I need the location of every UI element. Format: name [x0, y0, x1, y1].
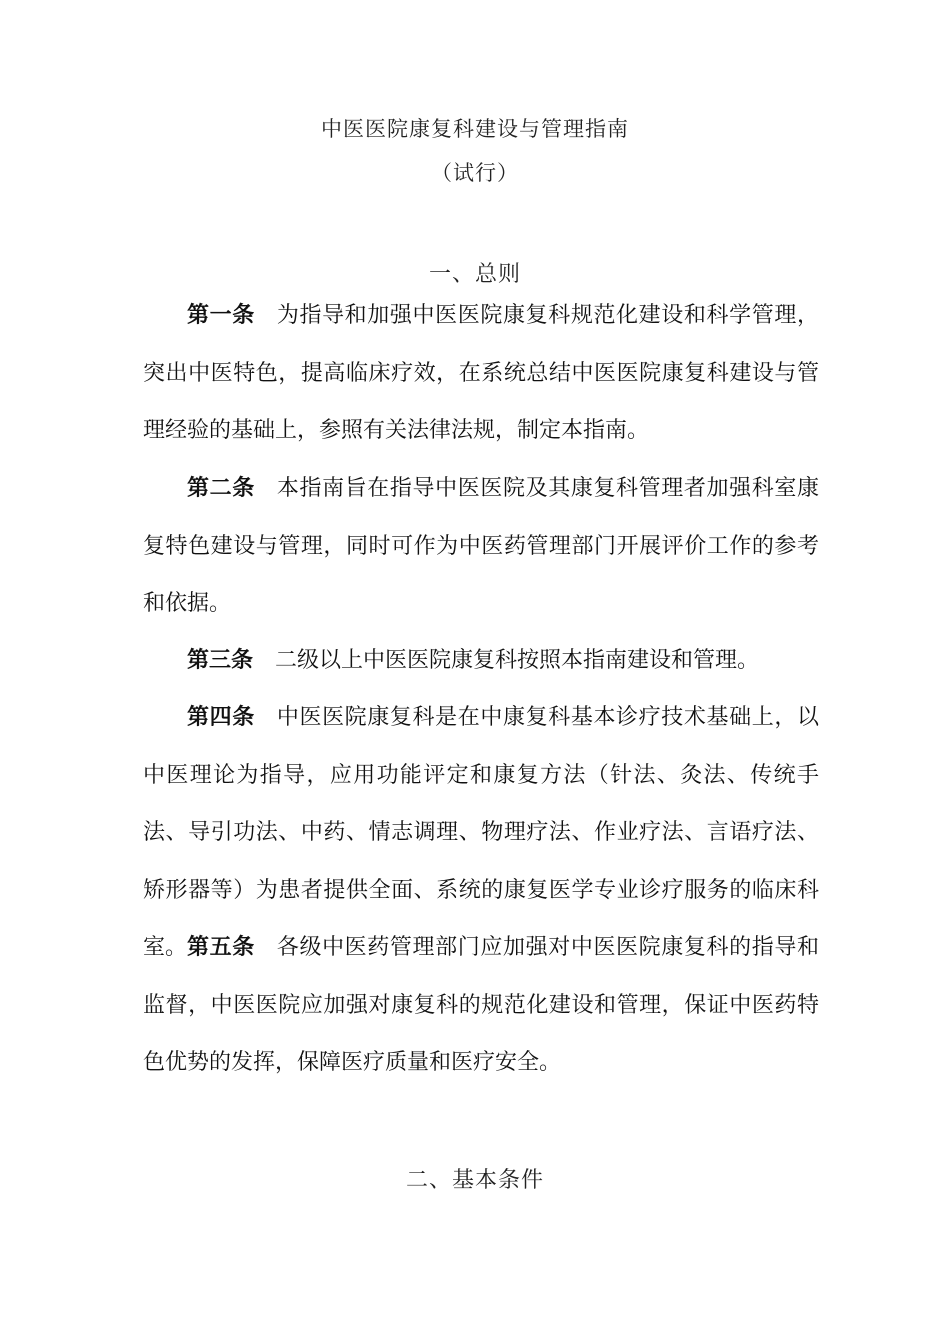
- article-text: 本指南旨在指导中医医院及其康复科管理者加强科室康复特色建设与管理，同时可作为中医药管理部门开展评价工作的参考和依据。: [143, 476, 819, 616]
- article-1: [143, 287, 819, 460]
- document-subtitle: （试行）: [431, 161, 519, 185]
- article-text: 中医医院康复科是在中康复科基本诊疗技术基础上，以中医理论为指导，应用功能评定和康复方法（针法、灸法、传统手法、导引功法、中药、情志调理、物理疗法、作业疗法、言语疗法、矫形器等）为患者提供全面、系统的康复医学专业诊疗服务的临床科室。: [143, 705, 819, 960]
- article-text: 为指导和加强中医医院康复科规范化建设和科学管理，突出中医特色，提高临床疗效，在系统总结中医医院康复科建设与管理经验的基础上，参照有关法律法规，制定本指南。: [143, 303, 819, 443]
- article-label: 第三条: [187, 648, 254, 673]
- article-3: [143, 632, 819, 690]
- article-label: 第五条: [187, 935, 255, 960]
- document-title: 中医医院康复科建设与管理指南: [321, 117, 629, 141]
- article-5: [143, 919, 819, 1092]
- section-heading-general: 一、总则: [428, 262, 521, 287]
- section-heading-basic-conditions: 二、基本条件: [405, 1168, 544, 1193]
- article-2: [143, 460, 819, 633]
- article-text: 二级以上中医医院康复科按照本指南建设和管理。: [275, 648, 760, 673]
- article-label: 第四条: [187, 705, 255, 730]
- article-label: 第一条: [187, 303, 255, 328]
- article-text: 各级中医药管理部门应加强对中医医院康复科的指导和监督，中医医院应加强对康复科的规范化建设和管理，保证中医药特色优势的发挥，保障医疗质量和医疗安全。: [143, 935, 819, 1075]
- article-label: 第二条: [187, 476, 255, 501]
